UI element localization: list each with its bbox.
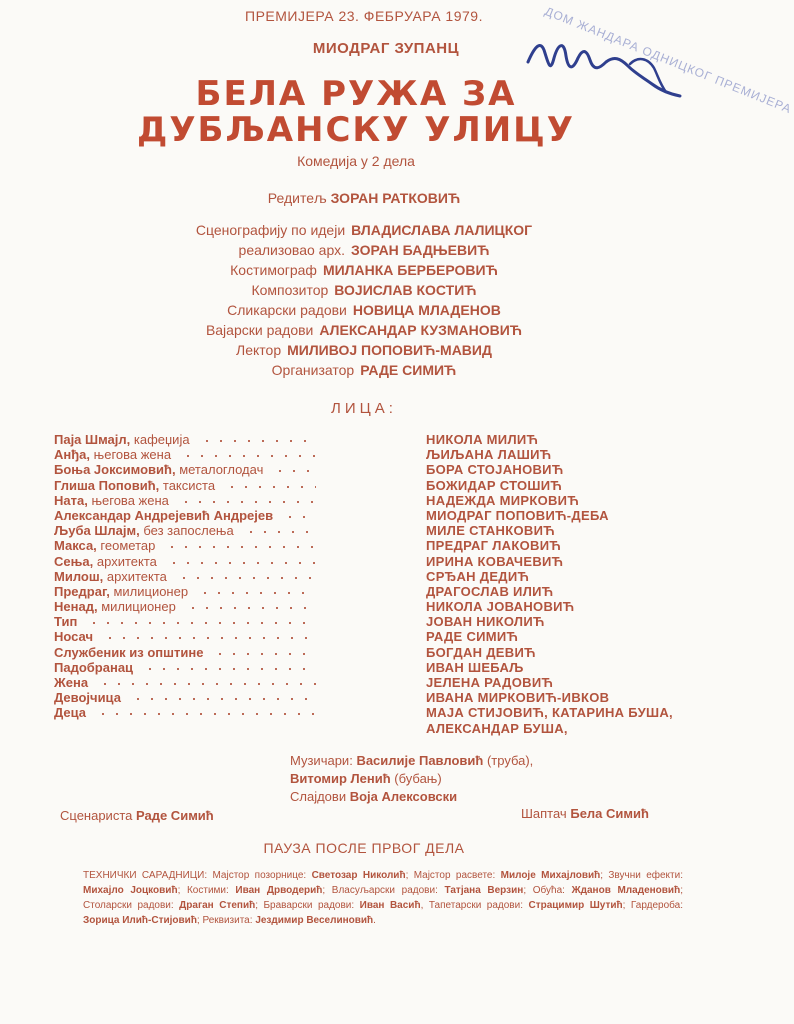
character-name: Носач	[54, 629, 93, 645]
musician-line-2	[290, 770, 533, 788]
cast-row	[54, 569, 694, 584]
credit-name: РАДЕ СИМИЋ	[360, 362, 457, 378]
staff-name: Светозар Николић	[311, 870, 406, 881]
character-description: без запослења	[143, 523, 234, 539]
slides-name: Воја Алексовски	[349, 789, 458, 804]
credit-name: МИЛИВОЈ ПОПОВИЋ-МАВИД	[287, 342, 492, 358]
dot-leader	[283, 516, 316, 518]
actor-name: ИРИНА КОВАЧЕВИЋ	[426, 553, 564, 569]
cast-row	[54, 675, 694, 690]
character	[54, 690, 121, 705]
character-description: његова жена	[93, 447, 172, 463]
character-name: Анђа,	[54, 447, 91, 463]
character	[54, 584, 188, 599]
cast-row	[54, 493, 694, 508]
credit-name: ЗОРАН БАДЊЕВИЋ	[350, 242, 490, 258]
director-role: Редитељ	[267, 190, 327, 206]
character	[54, 523, 234, 538]
credit-row	[0, 220, 728, 240]
character	[54, 493, 169, 508]
play-subtitle: Комедија у 2 дела	[297, 153, 415, 169]
character-description: његова жена	[91, 492, 169, 508]
dot-leader	[186, 607, 316, 609]
cast-row	[54, 523, 694, 538]
intermission-note: ПАУЗА ПОСЛЕ ПРВОГ ДЕЛА	[263, 840, 465, 856]
cast-row	[54, 645, 694, 660]
character	[54, 569, 167, 584]
musicians-block	[290, 752, 533, 806]
character	[54, 538, 155, 553]
actor-name: БОЖИДАР СТОШИЋ	[426, 477, 563, 493]
character-description: милиционер	[101, 599, 176, 615]
staff-role: ; Обућа:	[523, 885, 572, 896]
credit-name: ВЛАДИСЛАВА ЛАЛИЦКОГ	[351, 222, 533, 238]
credit-name: МИЛАНКА БЕРБЕРОВИЋ	[322, 262, 498, 278]
dot-leader	[200, 440, 316, 442]
credit-name: НОВИЦА МЛАДЕНОВ	[352, 302, 501, 318]
character-name: Жена	[54, 675, 89, 690]
character-description: таксиста	[162, 477, 216, 493]
technical-staff	[83, 868, 683, 928]
character	[54, 599, 176, 614]
character-name: Сења,	[54, 553, 94, 569]
staff-name: Милоје Михајловић	[500, 870, 601, 881]
credit-name: ВОЈИСЛАВ КОСТИЋ	[334, 282, 477, 298]
actor-name: НИКОЛА ЈОВАНОВИЋ	[426, 599, 575, 615]
character-description: милиционер	[113, 583, 189, 599]
dot-leader	[213, 653, 316, 655]
dot-leader	[181, 455, 316, 457]
actor-name: ЉИЉАНА ЛАШИЋ	[426, 447, 552, 463]
dot-leader	[87, 622, 316, 624]
actor-name: МИЛЕ СТАНКОВИЋ	[426, 523, 555, 539]
staff-role: ; Власуљарски радови:	[322, 885, 445, 896]
staff-name: Иван Васић	[359, 900, 421, 911]
dot-leader	[96, 713, 316, 715]
actor-name: БОГДАН ДЕВИЋ	[426, 644, 536, 660]
staff-role: , Тапетарски радови:	[420, 900, 529, 911]
dot-leader	[273, 470, 316, 472]
character-name: Тип	[54, 614, 78, 630]
director-name: ЗОРАН РАТКОВИЋ	[330, 190, 461, 206]
actor-name: ИВАН ШЕБАЉ	[426, 659, 524, 675]
actor-name: ИВАНА МИРКОВИЋ-ИВКОВ	[426, 690, 610, 706]
character-name: Љуба Шлајм,	[54, 523, 140, 539]
premiere-date: ПРЕМИЈЕРА 23. ФЕБРУАРА 1979.	[245, 8, 483, 24]
actor-name: НАДЕЖДА МИРКОВИЋ	[426, 492, 579, 508]
cast-row	[54, 705, 694, 720]
staff-role: ; Столарски радови:	[83, 885, 683, 911]
staff-role: ТЕХНИЧКИ САРАДНИЦИ: Мајстор позорнице:	[83, 870, 312, 881]
character-name: Паја Шмајл,	[54, 432, 131, 447]
cast-row	[54, 538, 694, 553]
staff-name: Страцимир Шутић	[528, 900, 623, 911]
credit-row	[0, 240, 728, 260]
staff-role: ; Костими:	[177, 885, 236, 896]
character-description: архитекта	[106, 568, 167, 584]
credit-role: реализовао арх.	[238, 242, 345, 258]
actor-name: НИКОЛА МИЛИЋ	[426, 432, 539, 447]
dot-leader	[179, 501, 316, 503]
dot-leader	[131, 698, 316, 700]
character-name: Глиша Поповић,	[54, 477, 160, 493]
character	[54, 675, 88, 690]
staff-name: Зорица Илић-Стијовић	[83, 915, 197, 926]
cast-row	[54, 432, 694, 447]
cast-row	[54, 629, 694, 644]
dot-leader	[167, 562, 316, 564]
dot-leader	[244, 531, 316, 533]
character	[54, 614, 77, 629]
screenwriter-credit	[60, 808, 214, 823]
character-description: геометар	[100, 538, 156, 554]
character-description: кафеџија	[133, 432, 190, 447]
actor-name: ЈОВАН НИКОЛИЋ	[426, 614, 545, 630]
staff-name: Иван Дрводерић	[235, 885, 323, 896]
play-title-line2: ДУБЉАНСКУ УЛИЦУ	[137, 110, 575, 150]
cast-row	[54, 478, 694, 493]
cast-row	[54, 447, 694, 462]
actor-name: БОРА СТОЈАНОВИЋ	[426, 462, 564, 478]
staff-role: ; Звучни ефекти:	[600, 870, 683, 881]
credit-role: Композитор	[251, 282, 329, 298]
credit-name: АЛЕКСАНДАР КУЗМАНОВИЋ	[319, 322, 523, 338]
character-name: Девојчица	[54, 690, 121, 706]
play-title-line1: БЕЛА РУЖА ЗА	[195, 74, 517, 114]
character-name: Боња Јоксимовић,	[54, 462, 176, 478]
musician-name: Василије Павловић	[356, 753, 484, 768]
actor-name: СРЂАН ДЕДИЋ	[426, 568, 530, 584]
dot-leader	[103, 637, 316, 639]
dot-leader	[225, 486, 316, 488]
cast-row	[54, 554, 694, 569]
cast-row	[54, 721, 694, 736]
cast-row	[54, 462, 694, 477]
character	[54, 447, 171, 462]
musician-instrument: (бубањ)	[394, 771, 442, 786]
character-name: Милош,	[54, 568, 104, 584]
cast-row	[54, 690, 694, 705]
actor-name: АЛЕКСАНДАР БУША,	[426, 720, 568, 736]
credit-row	[0, 360, 728, 380]
staff-name: Татјана Верзин	[444, 885, 524, 896]
character	[54, 554, 157, 569]
character-description: архитекта	[96, 553, 157, 569]
staff-name: Јездимир Веселиновић	[255, 915, 374, 926]
character-name: Макса,	[54, 538, 97, 554]
character-name: Службеник из општине	[54, 644, 204, 660]
credit-row	[0, 280, 728, 300]
staff-role: ; Мајстор расвете:	[405, 870, 501, 881]
actor-name: ПРЕДРАГ ЛАКОВИЋ	[426, 538, 562, 554]
cast-row	[54, 614, 694, 629]
credit-row	[0, 300, 728, 320]
character	[54, 645, 203, 660]
character-name: Деца	[54, 705, 87, 721]
dot-leader	[198, 592, 316, 594]
character	[54, 508, 273, 523]
credit-role: Сценографију по идеји	[195, 222, 346, 238]
slides-label: Слајдови	[290, 789, 347, 804]
staff-name: Драган Степић	[179, 900, 256, 911]
musician-line-1	[290, 752, 533, 770]
character	[54, 629, 93, 644]
cast-row	[54, 508, 694, 523]
staff-role: ; Браварски радови:	[255, 900, 360, 911]
staff-role: .	[373, 915, 376, 926]
character-name: Падобранац	[54, 659, 134, 675]
credit-row	[0, 340, 728, 360]
character-description: металоглодач	[179, 462, 264, 478]
character	[54, 705, 86, 720]
credit-role: Костимограф	[230, 262, 317, 278]
dot-leader	[143, 668, 316, 670]
credit-role: Сликарски радови	[227, 302, 347, 318]
actor-name: ЈЕЛЕНА РАДОВИЋ	[426, 675, 554, 690]
character	[54, 432, 190, 447]
credit-role: Вајарски радови	[205, 322, 314, 338]
actor-name: РАДЕ СИМИЋ	[426, 629, 519, 645]
prompter-name: Бела Симић	[570, 806, 649, 821]
cast-list	[54, 432, 694, 736]
staff-role: ; Реквизита:	[196, 915, 256, 926]
character	[54, 478, 215, 493]
staff-role: ; Гардероба:	[622, 900, 684, 911]
dot-leader	[165, 546, 316, 548]
stamp: ДОМ ЖАНДАРА ОДНИЦКОГ ПРЕМИЈЕРА	[542, 4, 794, 117]
staff-name: Жданов Младеновић	[571, 885, 681, 896]
director-credit	[0, 190, 728, 206]
dot-leader	[98, 683, 316, 685]
actor-name: МАЈА СТИЈОВИЋ, КАТАРИНА БУША,	[426, 705, 673, 721]
cast-heading: ЛИЦА:	[331, 400, 397, 417]
character-name: Александар Андрејевић Андрејев	[54, 507, 274, 523]
character	[54, 660, 133, 675]
crew-credits	[0, 220, 728, 380]
cast-row	[54, 599, 694, 614]
staff-name: Михајло Јоцковић	[83, 885, 178, 896]
musicians-label: Музичари:	[290, 753, 353, 768]
musician-name: Витомир Ленић	[290, 771, 391, 786]
cast-row	[54, 660, 694, 675]
character-name: Ната,	[54, 492, 88, 508]
screenwriter-name: Раде Симић	[135, 808, 214, 823]
screenwriter-label: Сценариста	[60, 808, 133, 823]
actor-name: МИОДРАГ ПОПОВИЋ-ДЕБА	[426, 507, 609, 523]
slides-line	[290, 788, 533, 806]
prompter-credit	[521, 806, 649, 821]
character-name: Предраг,	[54, 583, 110, 599]
character-name: Ненад,	[54, 599, 98, 615]
author-name: МИОДРАГ ЗУПАНЦ	[312, 40, 460, 57]
credit-role: Организатор	[271, 362, 355, 378]
character	[54, 462, 263, 477]
actor-name: ДРАГОСЛАВ ИЛИЋ	[426, 583, 554, 599]
cast-row	[54, 584, 694, 599]
credit-row	[0, 260, 728, 280]
credit-role: Лектор	[236, 342, 282, 358]
dot-leader	[177, 577, 316, 579]
credit-row	[0, 320, 728, 340]
prompter-label: Шаптач	[521, 806, 567, 821]
musician-instrument: (труба),	[486, 753, 534, 768]
